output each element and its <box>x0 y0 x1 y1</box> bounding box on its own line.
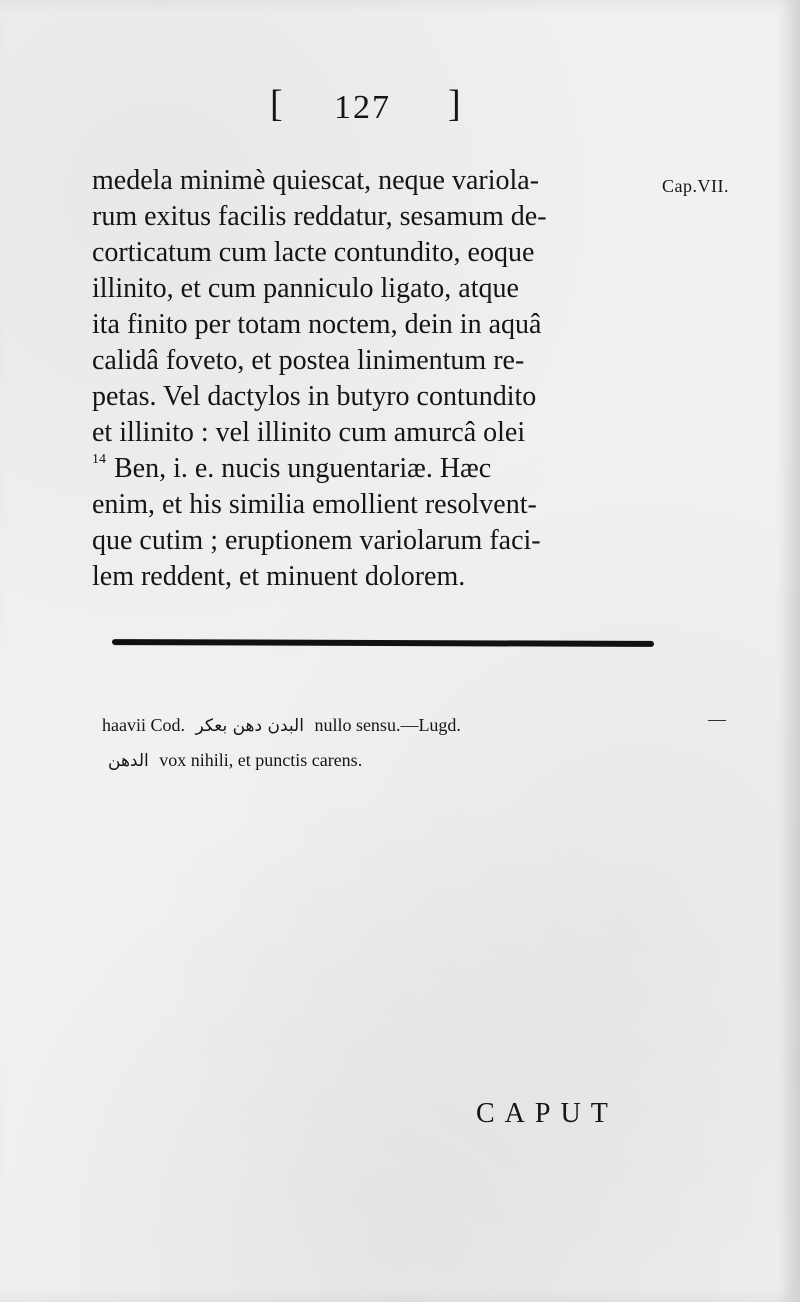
page-header <box>270 85 530 145</box>
section-divider-rule <box>112 639 654 647</box>
footnote-block <box>102 708 461 778</box>
text-line-12 <box>92 559 682 595</box>
text-line-3-content: corticatum cum lacte contundito, eoque <box>92 237 535 268</box>
text-line-7-content: petas. Vel dactylos in butyro contundito <box>92 381 537 412</box>
text-line-11 <box>92 523 682 559</box>
text-line-9-content: Ben, i. e. nucis unguentariæ. Hæc <box>114 453 492 484</box>
catchword: CAPUT <box>476 1098 618 1129</box>
chapter-margin-note: Cap.VII. <box>662 176 729 196</box>
header-left-bracket: [ <box>270 83 285 125</box>
text-line-10-content: enim, et his similia emollient resolvent- <box>92 489 537 520</box>
footnote-source: haavii Cod. <box>102 715 185 735</box>
text-line-2 <box>92 199 682 235</box>
footnote-marker: 14 <box>92 452 106 467</box>
text-line-5 <box>92 307 682 343</box>
text-line-5-content: ita finito per totam noctem, dein in aquâ <box>92 309 542 340</box>
text-line-10 <box>92 487 682 523</box>
footnote-comment: vox nihili, et punctis carens. <box>159 750 363 770</box>
text-line-8-content: et illinito : vel illinito cum amurcâ olei <box>92 417 526 448</box>
footnote-gloss: nullo sensu.—Lugd. <box>314 715 461 735</box>
footnote-line-2 <box>102 743 461 778</box>
footnote-arabic-phrase: البدن دهن بعكر <box>195 716 304 736</box>
text-line-4-content: illinito, et cum panniculo ligato, atque <box>92 273 519 304</box>
text-line-6-content: calidâ foveto, et postea linimentum re- <box>92 345 525 376</box>
text-line-9 <box>92 451 682 487</box>
page-number: 127 <box>334 89 391 126</box>
footnote-trailing-dash: — <box>708 709 726 729</box>
main-text-block <box>92 163 682 595</box>
page-edge-shadow <box>778 0 800 1302</box>
footnote-line-1 <box>102 708 461 743</box>
text-line-8 <box>92 415 682 451</box>
header-right-bracket: ] <box>448 83 463 125</box>
text-line-7 <box>92 379 682 415</box>
text-line-3 <box>92 235 682 271</box>
text-line-6 <box>92 343 682 379</box>
footnote-arabic-word: الدهن <box>108 751 149 771</box>
text-line-1 <box>92 163 682 199</box>
text-line-2-content: rum exitus facilis reddatur, sesamum de- <box>92 201 547 232</box>
text-line-12-content: lem reddent, et minuent dolorem. <box>92 561 466 592</box>
text-line-11-content: que cutim ; eruptionem variolarum faci- <box>92 525 541 556</box>
text-line-1-content: medela minimè quiescat, neque variola- <box>92 165 540 196</box>
text-line-4 <box>92 271 682 307</box>
